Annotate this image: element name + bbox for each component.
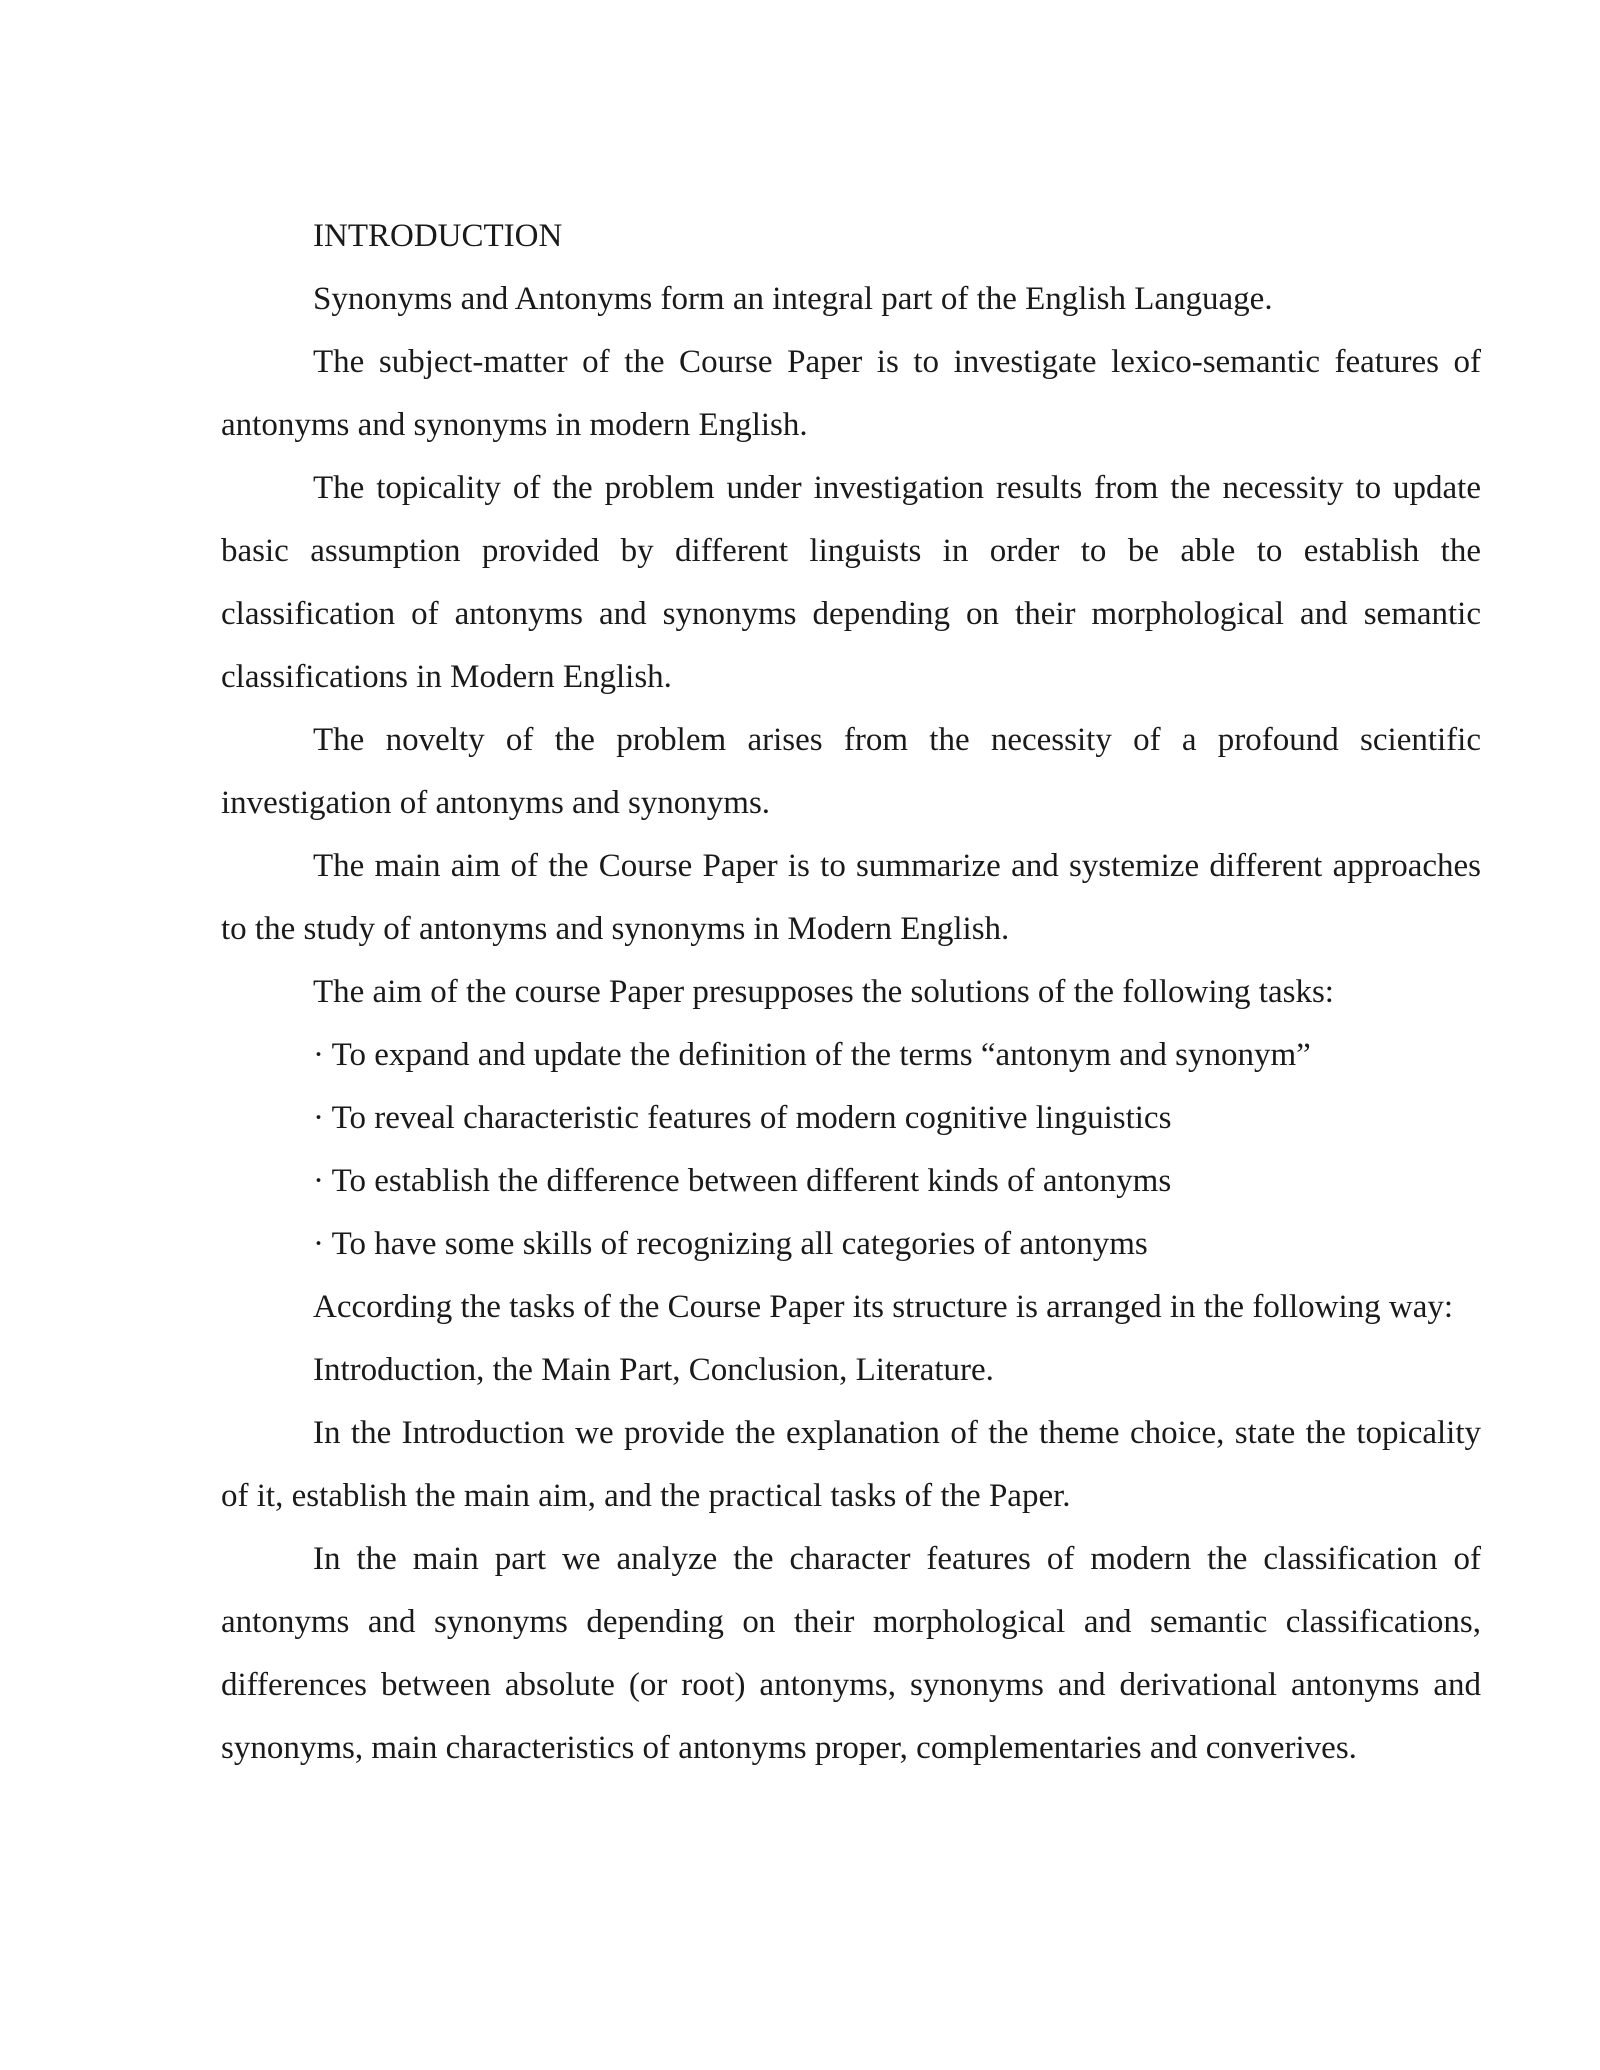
task-item: · To reveal characteristic features of modern cognitive linguistics (313, 1100, 1172, 1136)
document-page (221, 205, 1481, 1780)
paragraph-topicality: The topicality of the problem under investigation results from the necessity to update basic assumption provided by different linguists in order to be able to establish the classification of antonyms and synonyms depending on their morphological and semantic classifications in Modern English. (221, 470, 1481, 695)
task-item: · To establish the difference between different kinds of antonyms (313, 1163, 1172, 1199)
paragraph-main-aim: The main aim of the Course Paper is to summarize and systemize different approaches to the study of antonyms and synonyms in Modern English. (221, 848, 1481, 947)
paragraph-introduction-summary: In the Introduction we provide the explanation of the theme choice, state the topicality of it, establish the main aim, and the practical tasks of the Paper. (221, 1415, 1481, 1514)
task-item: · To have some skills of recognizing all categories of antonyms (313, 1226, 1148, 1262)
task-item: · To expand and update the definition of the terms “antonym and synonym” (313, 1037, 1311, 1073)
paragraph-novelty: The novelty of the problem arises from the necessity of a profound scientific investigation of antonyms and synonyms. (221, 722, 1481, 821)
section-heading: INTRODUCTION (313, 218, 563, 254)
paragraph-subject-matter: The subject-matter of the Course Paper is to investigate lexico-semantic features of antonyms and synonyms in modern English. (221, 344, 1481, 443)
paragraph-structure: According the tasks of the Course Paper its structure is arranged in the following way: (313, 1289, 1454, 1325)
paragraph-tasks-intro: The aim of the course Paper presupposes the solutions of the following tasks: (313, 974, 1334, 1010)
paragraph-main-part-summary: In the main part we analyze the character features of modern the classification of antonyms and synonyms depending on their morphological and semantic classifications, differences between absolute (or root) antonyms, synonyms and derivational antonyms and synonyms, main characteristics of antonyms proper, complementaries and converives. (221, 1541, 1481, 1766)
paragraph-structure-list: Introduction, the Main Part, Conclusion, Literature. (313, 1352, 994, 1388)
paragraph-opening: Synonyms and Antonyms form an integral part of the English Language. (313, 281, 1273, 317)
